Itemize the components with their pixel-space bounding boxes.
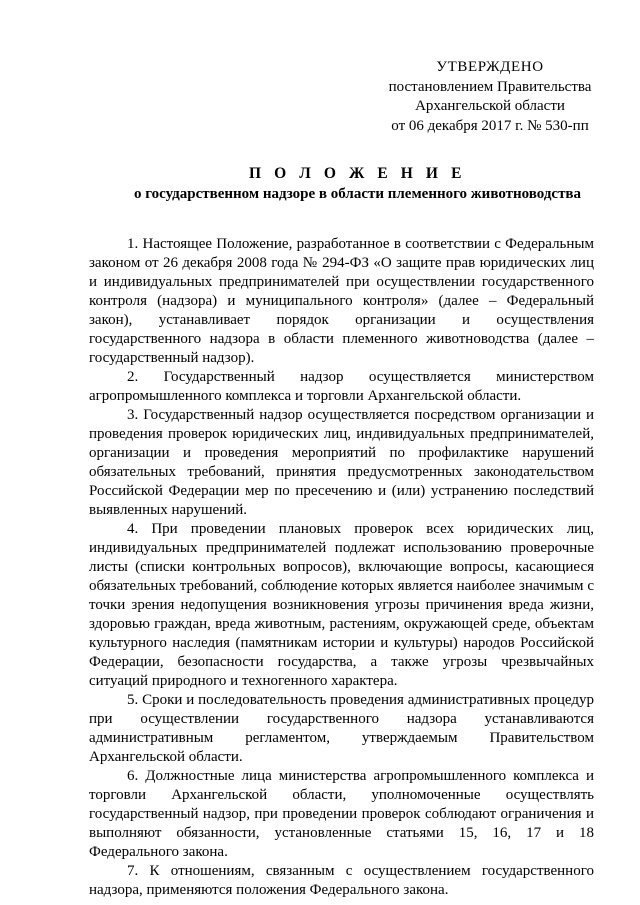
approval-line-2: Архангельской области (415, 98, 565, 114)
paragraph-7: 7. К отношениям, связанным с осуществлением государственного надзора, применяются положения Федерального закона. (89, 863, 594, 898)
paragraph-3: 3. Государственный надзор осуществляется посредством организации и проведения проверок юридических лиц, индивидуальных предпринимателей, организации и проведения мероприятий по профилактике нарушений обязательных требований, принятия предусмотренных законодательством Российской Федерации мер по пресечению и (или) устранению последствий выявленных нарушений. (89, 407, 594, 518)
paragraph-5: 5. Сроки и последовательность проведения административных процедур при осуществлении государственного надзора устанавливаются административным регламентом, утверждаемым Правительством Архангельской области. (89, 692, 594, 765)
paragraph-4: 4. При проведении плановых проверок всех юридических лиц, индивидуальных предпринимателей подлежат использованию проверочные листы (списки контрольных вопросов), включающие вопросы, касающиеся обязательных требований, соблюдение которых является наиболее значимым с точки зрения недопущения возникновения угрозы причинения вреда жизни, здоровью граждан, вреда животным, растениям, окружающей среде, объектам культурного наследия (памятникам истории и культуры) народов Российской Федерации, безопасности государства, а также угрозы чрезвычайных ситуаций природного и техногенного характера. (89, 521, 594, 689)
document-subtitle: о государственном надзоре в области племенного животноводства (133, 186, 582, 202)
approval-line-3: от 06 декабря 2017 г. № 530-пп (391, 117, 589, 134)
approval-block (375, 58, 605, 136)
paragraph-1: 1. Настоящее Положение, разработанное в соответствии с Федеральным законом от 26 декабря 2008 года № 294-ФЗ «О защите прав юридических лиц и индивидуальных предпринимателей при осуществлении государственного контроля (надзора) и муниципального контроля» (далее – Федеральный закон), устанавливает порядок организации и осуществления государственного надзора в области племенного животноводства (далее – государственный надзор). (89, 236, 594, 366)
paragraph-2: 2. Государственный надзор осуществляется министерством агропромышленного комплекса и торговли Архангельской области. (89, 369, 594, 404)
paragraph-6: 6. Должностные лица министерства агропромышленного комплекса и торговли Архангельской области, уполномоченные осуществлять государственный надзор, при проведении проверок соблюдают ограничения и выполняют обязанности, установленные статьями 15, 16, 17 и 18 Федерального закона. (89, 768, 594, 860)
approval-heading: УТВЕРЖДЕНО (436, 59, 544, 75)
approval-line-1: постановлением Правительства (388, 78, 592, 95)
document-title: П О Л О Ж Е Н И Е (248, 165, 467, 182)
document-body (89, 235, 594, 900)
